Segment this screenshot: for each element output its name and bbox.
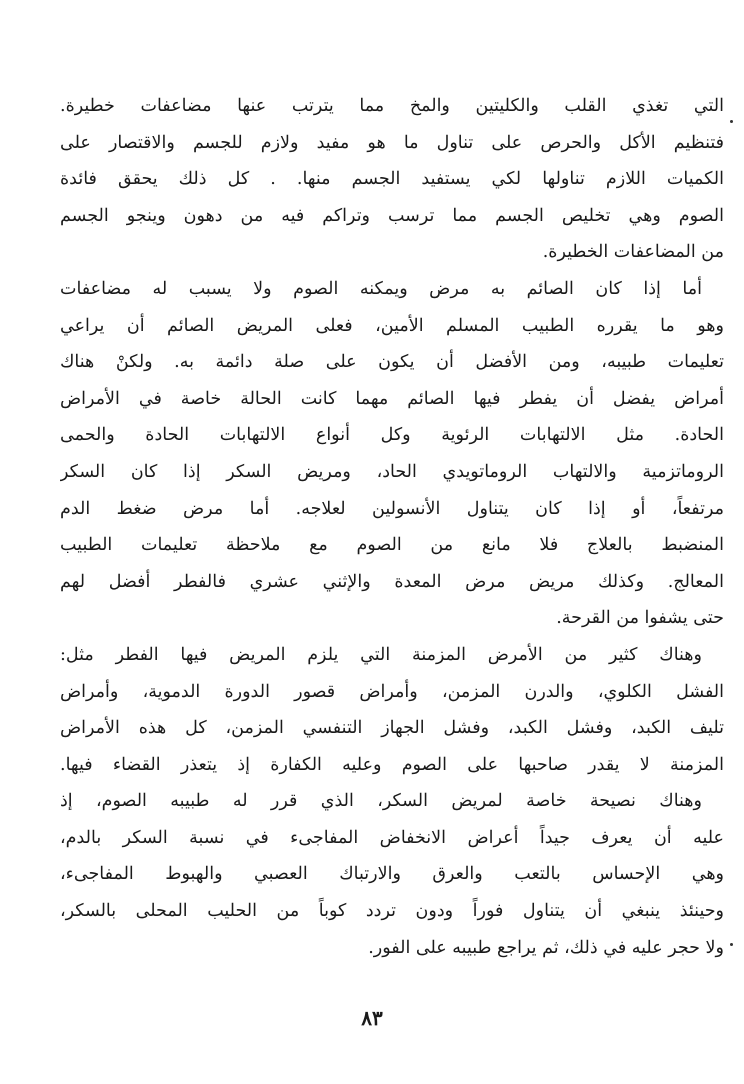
text-line: وهناك كثير من الأمرض المزمنة التي يلزم المريض فيها الفطر مثل: <box>60 644 702 665</box>
text-line: وهو ما يقرره الطبيب المسلم الأمين، فعلى المريض الصائم أن يراعي <box>60 315 724 336</box>
paragraph-2 <box>60 271 724 637</box>
paragraph-1 <box>60 88 724 271</box>
text-line: أمراض يفضل أن يفطر فيها الصائم مهما كانت الحالة خاصة في الأمراض <box>60 388 724 409</box>
text-line: الروماتزمية والالتهاب الروماتويدي الحاد، ومريض السكر إذا كان السكر <box>60 461 724 482</box>
text-line: فتنظيم الأكل والحرص على تناول ما هو مفيد ولازم للجسم والاقتصار على <box>60 132 724 153</box>
text-line: حتى يشفوا من القرحة. <box>556 608 724 629</box>
margin-speck <box>730 943 733 946</box>
text-line: التي تغذي القلب والكليتين والمخ مما يترتب عنها مضاعفات خطيرة. <box>60 96 724 116</box>
text-line: وهي الإحساس بالتعب والعرق والارتباك العصبي والهبوط المفاجىء، <box>60 864 724 885</box>
text-line: تعليمات طبيبه، ومن الأفضل أن يكون على صلة دائمة به. ولكنْ هناك <box>60 352 724 373</box>
page-number: ٨٣ <box>361 1006 383 1030</box>
text-line: المنضبط بالعلاج فلا مانع من الصوم مع ملاحظة تعليمات الطبيب <box>60 535 724 556</box>
text-line: المعالج. وكذلك مريض مرض المعدة والإثني عشري فالفطر أفضل لهم <box>60 571 724 592</box>
text-line: المزمنة لا يقدر صاحبها على الصوم وعليه الكفارة إذ يتعذر القضاء فيها. <box>60 754 724 775</box>
text-line: من المضاعفات الخطيرة. <box>542 242 724 263</box>
text-line: الفشل الكلوي، والدرن المزمن، وأمراض قصور الدورة الدموية، وأمراض <box>60 681 724 702</box>
paragraph-4 <box>60 783 724 966</box>
text-line: مرتفعاً، أو إذا كان يتناول الأنسولين لعلاجه. أما مرض ضغط الدم <box>60 498 724 519</box>
text-line: أما إذا كان الصائم به مرض ويمكنه الصوم ولا يسبب له مضاعفات <box>60 278 702 299</box>
paragraph-3 <box>60 637 724 783</box>
text-line: الحادة. مثل الالتهابات الرئوية وكل أنواع الالتهابات الحادة والحمى <box>60 425 724 446</box>
margin-speck <box>730 120 733 123</box>
text-line: تليف الكبد، وفشل الكبد، وفشل الجهاز التنفسي المزمن، كل هذه الأمراض <box>60 718 724 739</box>
text-line: الصوم وهي تخليص الجسم مما ترسب وتراكم فيه من دهون وينجو الجسم <box>60 205 724 226</box>
text-line: وهناك نصيحة خاصة لمريض السكر، الذي قرر له طبيبه الصوم، إذ <box>60 791 702 812</box>
text-line: وحينئذ ينبغي أن يتناول فوراً ودون تردد كوباً من الحليب المحلى بالسكر، <box>60 901 724 922</box>
page-body <box>60 88 724 966</box>
text-line: عليه أن يعرف جيداً أعراض الانخفاض المفاجىء في نسبة السكر بالدم، <box>60 827 724 848</box>
text-line: ولا حجر عليه في ذلك، ثم يراجع طبيبه على الفور. <box>368 937 724 958</box>
text-line: الكميات اللازم تناولها لكي يستفيد الجسم منها. . كل ذلك يحقق فائدة <box>60 169 724 190</box>
